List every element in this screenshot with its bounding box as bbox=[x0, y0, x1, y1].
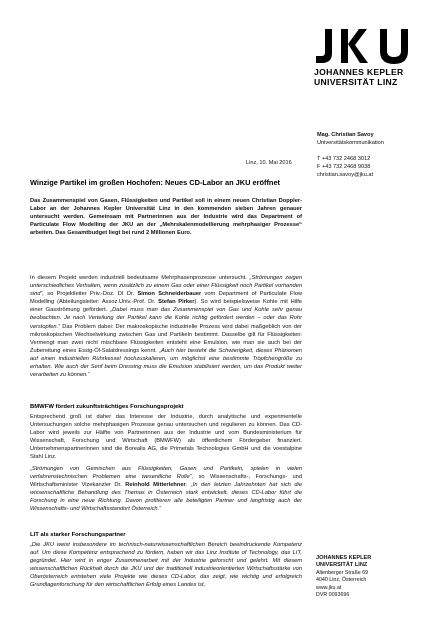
p1-text-i: Das Problem dabei: Der makroskopische industrielle Prozess wird dabei maßgeblich von der mikroskopischen Wechselwirkung zwischen Gas und Partikeln bestimmt. Dasselbe gilt für Flüssigkeiten: Vermengt man zwei nicht mischbare Flüssigkeiten entsteht eine Emulsion, wie man sie auch bei der Zubereitung eines Essig-Öl-Salatdressings kennt. bbox=[30, 323, 302, 354]
footer-line-1: JOHANNES KEPLER bbox=[316, 555, 372, 561]
p3-text-b: so Wissenschafts-, Forschungs- und Wirtschaftsminister Vizekanzler Dr. bbox=[30, 474, 302, 489]
date-line: Linz, 10. Mai 2016 bbox=[246, 160, 292, 166]
contact-department: Universitätskommunikation bbox=[317, 140, 384, 146]
footer-address bbox=[316, 555, 371, 599]
footer-dvr: DVR 0093696 bbox=[316, 592, 350, 599]
body-paragraph-2: Entsprechend groß ist daher das Interesse der Industrie, durch analytische und experimentelle Untersuchungen solche mehrphasigen Prozesse genau untersuchen und regulieren zu können. Das CD-Labor wird jeweils zur Hälfte von Partnerinnen aus der Industrie und vom Bundesministerium für Wissenschaft, Forschung und Wirtschaft (BMWFW) als öffentlichem Fördergeber finanziert. Unternehmenspartnerinnen sind die Borealis AG, die Primetals Technologies GmbH und die voestalpine Stahl Linz. bbox=[30, 414, 302, 461]
contact-fax: F +43 732 2468 9038 bbox=[317, 164, 371, 170]
footer-web[interactable]: www.jku.at bbox=[316, 584, 342, 591]
logo-line-2: UNIVERSITÄT LINZ bbox=[314, 77, 398, 87]
body-paragraph-1 bbox=[30, 274, 302, 379]
p3-name-mitterlehner: Reinhold Mitterlehner bbox=[125, 482, 186, 489]
page-title: Winzige Partikel im großen Hochofen: Neues CD-Labor an JKU eröffnet bbox=[30, 178, 281, 187]
contact-block bbox=[317, 131, 384, 179]
footer-city: 4040 Linz, Österreich bbox=[316, 577, 367, 584]
contact-name: Mag. Christian Savoy bbox=[317, 132, 374, 138]
p1-text-c: so Projektleiter Priv.-Doz. DI Dr. bbox=[47, 291, 135, 298]
contact-email[interactable]: christian.savoy@jku.at bbox=[317, 172, 374, 178]
logo-line-1: JOHANNES KEPLER bbox=[314, 67, 404, 77]
p3-quote-d: . „In den letzten Jahrzehnten hat sich die wissenschaftliche Behandlung des Themas in Österreich stark entwickelt, dieses CD-Labor führt die Forschung in eine neue Richtung. Davon profitieren alle beteiligten Partner und langfristig auch der Wissenschafts- und Wirtschaftsstandort Österreich.“ bbox=[30, 482, 302, 513]
footer-line-2: UNIVERSITÄT LINZ bbox=[316, 562, 368, 569]
p1-name-schneiderbauer: Simon Schneiderbauer bbox=[137, 291, 202, 298]
p1-quote-b: „Dabei muss man das Zusammenspiel von Gas und Kohle sehr genau beobachten. Je nach Verteilung der Partikel kann die Kohle richtig gefördert werden – oder das Rohr verstopfen.“ bbox=[30, 307, 302, 330]
p3-quote-a: „Strömungen von Gemischen aus Flüssigkeiten, Gasen und Partikeln, spielen in vielen verfahrenstechnischen Problemen eine wesentliche Rolle“, bbox=[30, 466, 302, 481]
p1-quote-c: „Auch hier besteht die Schwierigkeit, dieses Phänomen auf einen industriellen Rührkessel hochzuskalieren, um möglichst eine bestimmte Tröpfchengröße zu erhalten. Wie auch der Senf beim Dressing muss die Emulsion stabilisiert werden, um das Produkt weiter verarbeiten zu können.“ bbox=[30, 347, 303, 379]
contact-phone: T +43 732 2468 3012 bbox=[317, 156, 371, 162]
body-paragraph-3 bbox=[30, 465, 302, 514]
section-heading-lit: LIT als starker Forschungspartner bbox=[30, 532, 126, 538]
jku-logo-mark-icon bbox=[314, 27, 420, 67]
jku-logo bbox=[314, 27, 420, 87]
p1-text-e: vom Department of Particulate Flow Modelling (Abteilungsleiter: Assoz.Univ.-Prof. Dr. bbox=[30, 291, 302, 306]
lead-paragraph: Das Zusammenspiel von Gasen, Flüssigkeiten und Partikel soll in einem neuen Christian Doppler-Labor an der Johannes Kepler Universität Linz in den kommenden sieben Jahren genauer untersucht werden. Gemeinsam mit Partnerinnen aus der Industrie wird das Department of Particulate Flow Modelling der JKU an der „Mehrskalenmodellierung mehrphasiger Prozesse“ arbeiten. Das Gesamtbudget liegt bei rund 2 Millionen Euro. bbox=[30, 198, 302, 237]
p1-text-g: ). So wird beispielsweise Kohle mit Hilfe einer Gasströmung gefördert. bbox=[30, 299, 302, 314]
section-heading-bmwfw: BMWFW fördert zukunftsträchtiges Forschungsprojekt bbox=[30, 404, 184, 410]
footer-street: Altenberger Straße 69 bbox=[316, 569, 369, 576]
body-paragraph-4: „Die JKU weist insbesondere im technisch-naturwissenschaftlichen Bereich beeindruckende Kompetenz auf. Um diese Kompetenz entsprechend zu fördern, haben wir das Linz Institute of Technology, das LIT, gegründet. Hier wird in enger Zusammenarbeit mit der Industrie geforscht und gelehrt. Mit diesem wissenschaftlichen Rückhalt durch die JKU und der traditionell industrieorientierten Wirtschaftsstärke von Oberösterreich entstehen viele Projekte wie dieses CD-Labor, das zeigt, wie wichtig und erfolgreich Grundlagenforschung für den wirtschaftlichen Erfolg eines Landes ist, bbox=[30, 542, 302, 589]
p1-quote-a: „Strömungen zeigen unterschiedliches Verhalten, wenn zusätzlich zu einem Gas oder einer Flüssigkeit noch Partikel vorhanden sind“, bbox=[30, 275, 303, 298]
p1-name-pirker: Stefan Pirker bbox=[158, 299, 195, 306]
p1-text-a: In diesem Projekt werden industriell bedeutsame Mehrphasenprozesse untersucht. bbox=[30, 275, 247, 281]
